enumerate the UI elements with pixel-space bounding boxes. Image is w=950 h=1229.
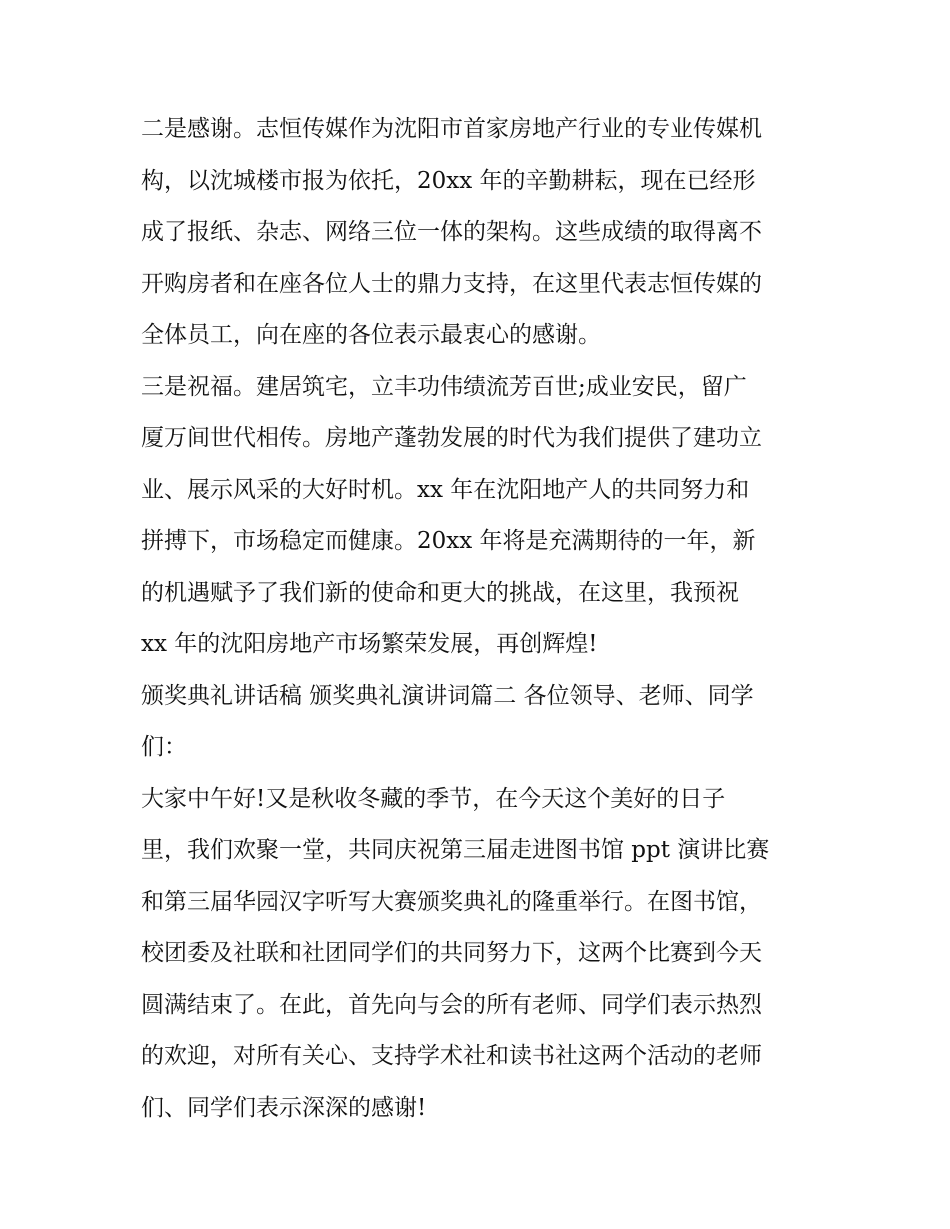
text-line: 和第三届华园汉字听写大赛颁奖典礼的隆重举行。在图书馆， — [141, 888, 762, 915]
text-line: 的欢迎，对所有关心、支持学术社和读书社这两个活动的老师 — [141, 1043, 762, 1069]
paragraph-greeting — [141, 774, 821, 1135]
document-body — [141, 104, 821, 1134]
text-line: 颁奖典礼讲话稿 颁奖典礼演讲词篇二 各位领导、老师、同学 — [141, 682, 754, 709]
section-heading — [141, 671, 821, 774]
text-line: 二是感谢。志恒传媒作为沈阳市首家房地产行业的专业传媒机 — [141, 116, 762, 142]
text-line: 全体员工，向在座的各位表示最衷心的感谢。 — [141, 322, 601, 348]
text-line: 构，以沈城楼市报为依托，20xx 年的辛勤耕耘，现在已经形 — [141, 167, 756, 194]
text-line: 大家中午好!又是秋收冬藏的季节，在今天这个美好的日子 — [141, 785, 726, 812]
text-line: 厦万间世代相传。房地产蓬勃发展的时代为我们提供了建功立 — [141, 425, 762, 451]
text-line: xx 年的沈阳房地产市场繁荣发展，再创辉煌! — [141, 631, 598, 657]
text-line: 成了报纸、杂志、网络三位一体的架构。这些成绩的取得离不 — [141, 219, 762, 245]
text-line: 们、同学们表示深深的感谢! — [141, 1094, 427, 1121]
text-line: 拼搏下，市场稳定而健康。20xx 年将是充满期待的一年，新 — [141, 528, 756, 554]
paragraph-thanks — [141, 104, 821, 362]
text-line: 圆满结束了。在此，首先向与会的所有老师、同学们表示热烈 — [141, 991, 762, 1018]
paragraph-blessing — [141, 362, 821, 671]
text-line: 业、展示风采的大好时机。xx 年在沈阳地产人的共同努力和 — [141, 476, 750, 503]
text-line: 开购房者和在座各位人士的鼎力支持，在这里代表志恒传媒的 — [141, 270, 762, 297]
text-line: 里，我们欢聚一堂，共同庆祝第三届走进图书馆 ppt 演讲比赛 — [141, 837, 770, 863]
text-line: 三是祝福。建居筑宅，立丰功伟绩流芳百世;成业安民，留广 — [141, 373, 747, 400]
text-line: 校团委及社联和社团同学们的共同努力下，这两个比赛到今天 — [141, 940, 762, 966]
text-line: 的机遇赋予了我们新的使命和更大的挑战，在这里，我预祝 — [141, 579, 739, 606]
text-line: 们： — [141, 734, 187, 760]
